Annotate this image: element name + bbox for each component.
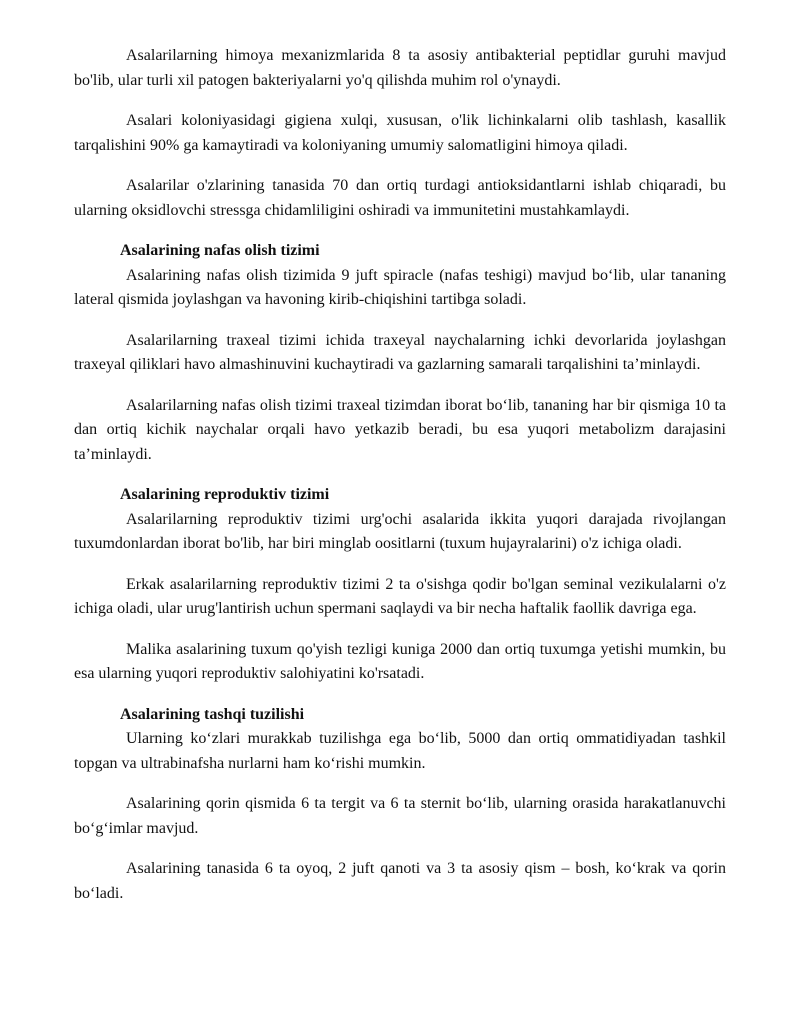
paragraph: Asalarilar o'zlarining tanasida 70 dan ortiq turdagi antioksidantlarni ishlab chiqaradi, bu ularning oksidlovchi stressga chidamliligini oshiradi va immunitetini mustahkamlaydi. (74, 177, 726, 219)
paragraph: Asalarilarning himoya mexanizmlarida 8 ta asosiy antibakterial peptidlar guruhi mavjud bo'lib, ular turli xil patogen bakteriyalarni yo'q qilishda muhim rol o'ynaydi. (74, 47, 726, 89)
section-heading: Asalarining reproduktiv tizimi (120, 486, 330, 503)
paragraph: Asalari koloniyasidagi gigiena xulqi, xususan, o'lik lichinkalarni olib tashlash, kasallik tarqalishini 90% ga kamaytiradi va koloniyaning umumiy salomatligini himoya qiladi. (74, 112, 726, 154)
paragraph: Ularning ko‘zlari murakkab tuzilishga ega bo‘lib, 5000 dan ortiq ommatidiyadan tashkil topgan va ultrabinafsha nurlarni ham ko‘rishi mumkin. (74, 730, 726, 772)
paragraph: Asalarining tanasida 6 ta oyoq, 2 juft qanoti va 3 ta asosiy qism – bosh, ko‘krak va qorin bo‘ladi. (74, 860, 726, 902)
paragraph: Erkak asalarilarning reproduktiv tizimi 2 ta o'sishga qodir bo'lgan seminal vezikulalarni o'z ichiga oladi, ular urug'lantirish uchun spermani saqlaydi va bir necha haftalik faollik davriga ega. (74, 575, 726, 617)
paragraph: Asalarilarning traxeal tizimi ichida traxeyal naychalarning ichki devorlarida joylashgan traxeyal qiliklari havo almashinuvini kuchaytiradi va gazlarning samarali tarqalishini ta’minlaydi. (74, 331, 726, 373)
paragraph: Malika asalarining tuxum qo'yish tezligi kuniga 2000 dan ortiq tuxumga yetishi mumkin, bu esa ularning yuqori reproduktiv salohiyatini ko'rsatadi. (74, 640, 726, 682)
document-page (74, 44, 726, 906)
paragraph: Asalarilarning nafas olish tizimi traxeal tizimdan iborat bo‘lib, tananing har bir qismiga 10 ta dan ortiq kichik naychalar orqali havo yetkazib beradi, bu esa yuqori metabolizm darajasini ta’minlaydi. (74, 396, 726, 463)
section-heading: Asalarining nafas olish tizimi (120, 242, 320, 259)
paragraph: Asalarining nafas olish tizimida 9 juft spiracle (nafas teshigi) mavjud bo‘lib, ular tananing lateral qismida joylashgan va havoning kirib-chiqishini tartibga soladi. (74, 266, 726, 308)
section-heading: Asalarining tashqi tuzilishi (120, 705, 305, 723)
paragraph: Asalarining qorin qismida 6 ta tergit va 6 ta sternit bo‘lib, ularning orasida harakatlanuvchi bo‘g‘imlar mavjud. (74, 795, 726, 837)
paragraph: Asalarilarning reproduktiv tizimi urg'ochi asalarida ikkita yuqori darajada rivojlangan tuxumdonlardan iborat bo'lib, har biri minglab oositlarni (tuxum hujayralarini) o'z ichiga oladi. (74, 510, 726, 552)
